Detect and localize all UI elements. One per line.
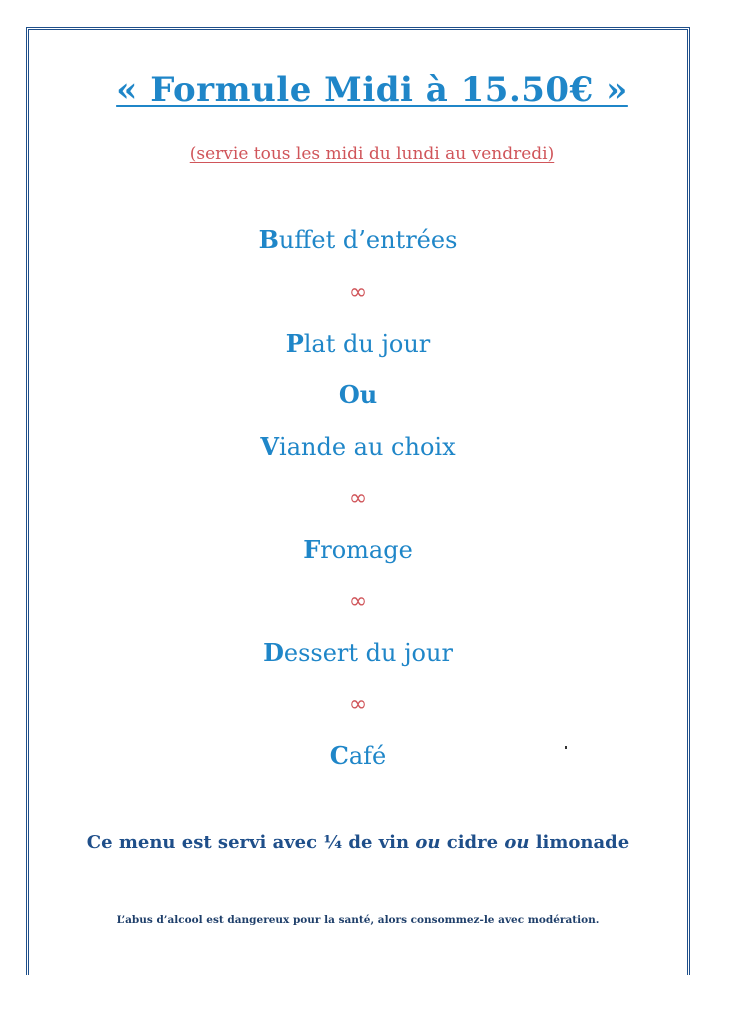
menu-item-buffet	[0, 226, 716, 255]
menu-item-text: romage	[320, 536, 413, 564]
infinity-separator-icon: ∞	[348, 692, 368, 717]
menu-item-text: afé	[348, 742, 387, 770]
menu-item-initial: D	[263, 638, 284, 667]
scan-speck	[565, 746, 567, 749]
menu-item-dessert	[0, 639, 716, 668]
infinity-separator-icon: ∞	[348, 589, 368, 614]
menu-item-initial: F	[303, 535, 321, 564]
menu-item-initial: C	[329, 741, 349, 770]
menu-item-plat	[0, 330, 716, 359]
note-or: ou	[504, 832, 530, 853]
note-or: ou	[415, 832, 441, 853]
infinity-separator-icon: ∞	[348, 280, 368, 305]
menu-item-text: uffet d’entrées	[278, 226, 458, 254]
or-label: Ou	[338, 380, 378, 409]
menu-item-initial: P	[285, 329, 304, 358]
menu-subtitle: (servie tous les midi du lundi au vendredi)	[189, 144, 555, 164]
menu-title: « Formule Midi à 15.50€ »	[116, 70, 628, 110]
note-text: Ce menu est servi avec ¼ de vin	[86, 832, 416, 853]
note-text: limonade	[529, 832, 630, 853]
menu-item-text: lat du jour	[303, 330, 431, 358]
menu-item-text: essert du jour	[283, 639, 453, 667]
menu-item-initial: V	[260, 432, 280, 461]
note-text: cidre	[440, 832, 505, 853]
menu-item-initial: B	[258, 225, 279, 254]
drinks-note	[0, 832, 716, 854]
infinity-separator-icon: ∞	[348, 486, 368, 511]
menu-item-fromage	[0, 536, 716, 565]
menu-item-text: iande au choix	[279, 433, 456, 461]
menu-item-viande	[0, 433, 716, 462]
alcohol-warning: L’abus d’alcool est dangereux pour la santé, alors consommez-le avec modération.	[116, 914, 600, 926]
menu-item-cafe	[0, 742, 716, 771]
